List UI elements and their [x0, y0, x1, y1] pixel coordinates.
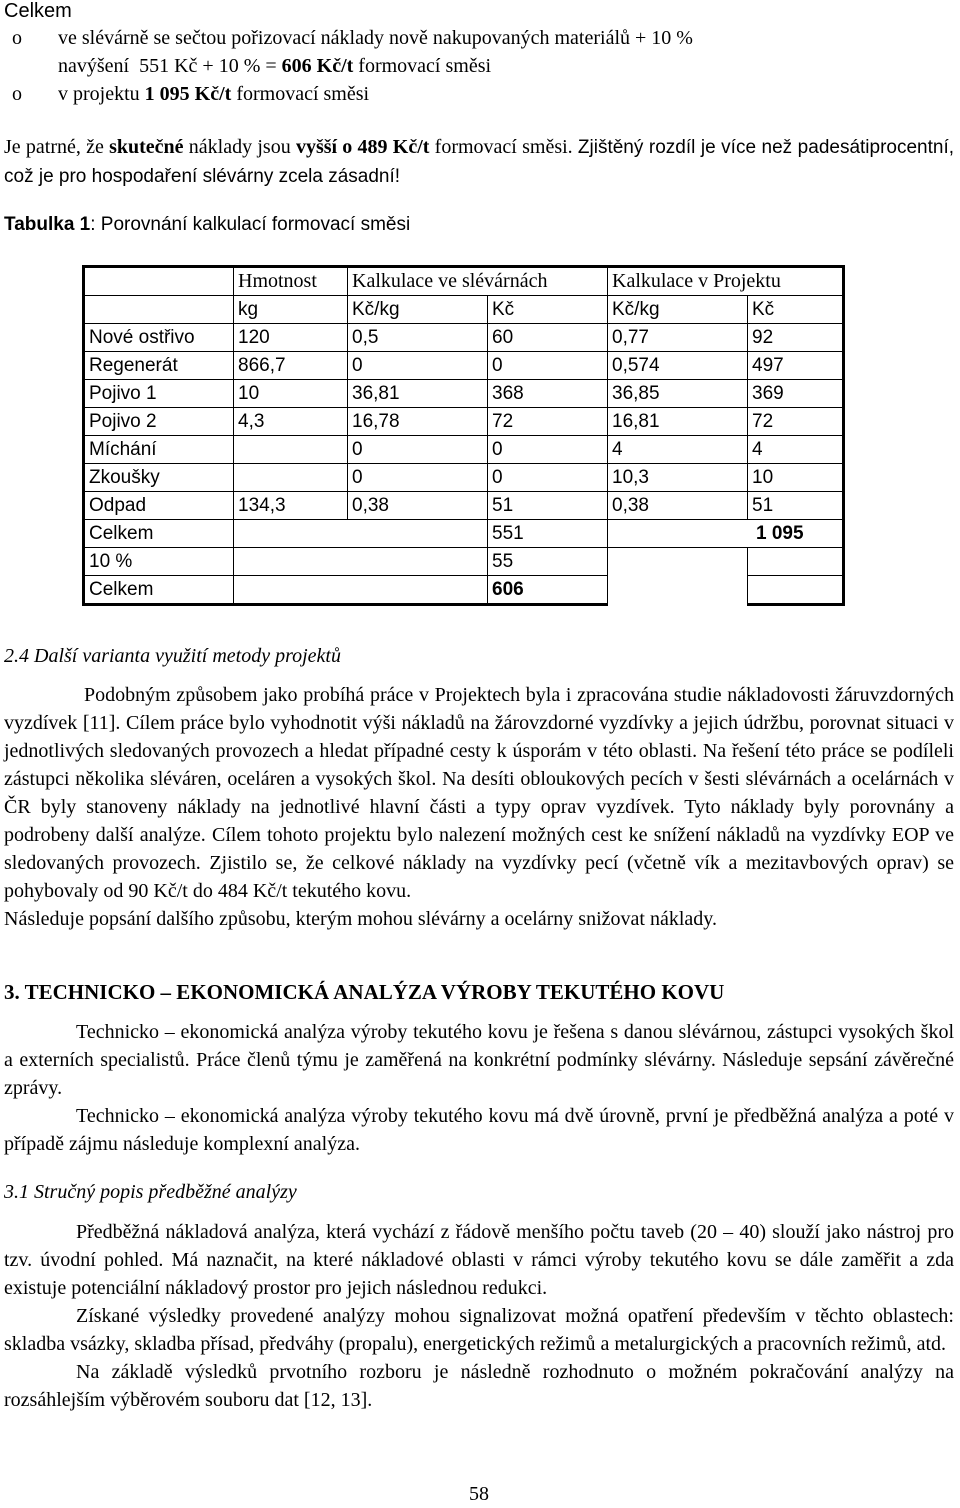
section-heading-2-4: 2.4 Další varianta využití metody projektů	[4, 645, 341, 667]
table-row: Pojivo 1 10 36,81 368 36,85 369	[84, 380, 844, 408]
section-3-paragraphs: Technicko – ekonomická analýza výroby tekutého kovu je řešena s danou slévárnou, zástupci vysokých škol a externích specialistů. Práce členů týmu je zaměřená na konkrétní podmínky slévárny. Následuje sepsání závěrečné zprávy. Technicko – ekonomická analýza výroby tekutého kovu má dvě úrovně, první je předběžná analýza a poté v případě zájmu následuje komplexní analýza.	[4, 1021, 954, 1155]
bold-value: 606 Kč/t	[281, 55, 354, 77]
column-header: Hmotnost	[234, 267, 348, 296]
page-number: 58	[469, 1483, 489, 1505]
intro-paragraph: Je patrné, že skutečné náklady jsou vyšší o 489 Kč/t formovací směsi. Zjištěný rozdíl je více než padesátiprocentní, což je pro hospodaření slévárny zcela zásadní!	[4, 136, 955, 187]
table-row: Nové ostřivo 120 0,5 60 0,77 92	[84, 324, 844, 352]
bullet-mark: o	[12, 83, 22, 105]
table-row: 10 % 55	[84, 548, 844, 576]
section-3-1-paragraphs: Předběžná nákladová analýza, která vychází z řádově menšího počtu taveb (20 – 40) slouží jako nástroj pro tzv. úvodní pohled. Má naznačit, na které nákladové oblasti v rámci výroby tekutého kovu se dále zaměřit a zda existuje potenciální nákladový prostor pro jejich následnou redukci. Získané výsledky provedené analýzy mohou signalizovat možná opatření především v těchto oblastech: skladba vsázky, skladba přísad, předváhy (propalu), energetických režimů a metalurgických a pracovních režimů, atd. Na základě výsledků prvotního rozboru je následně rozhodnuto o možném pokračování analýzy na rozsáhlejším výběrovém souboru dat [12, 13].	[4, 1221, 954, 1411]
column-header: Kalkulace v Projektu	[608, 267, 844, 296]
bullet-list	[12, 24, 942, 108]
top-heading: Celkem	[4, 0, 72, 22]
table-row: Zkoušky 0 0 10,3 10	[84, 464, 844, 492]
list-item: o v projektu 1 095 Kč/t formovací směsi	[12, 80, 942, 108]
table-row: Regenerát 866,7 0 0 0,574 497	[84, 352, 844, 380]
section-heading-3: 3. TECHNICKO – EKONOMICKÁ ANALÝZA VÝROBY TEKUTÉHO KOVU	[4, 980, 725, 1004]
table-row: Odpad 134,3 0,38 51 0,38 51	[84, 492, 844, 520]
table-total-row: Celkem 606	[84, 576, 844, 605]
bold-value: 1 095 Kč/t	[144, 83, 232, 105]
section-heading-3-1: 3.1 Stručný popis předběžné analýzy	[4, 1181, 297, 1203]
table-caption: Tabulka 1: Porovnání kalkulací formovací směsi	[4, 214, 411, 235]
table-row: Míchání 0 0 4 4	[84, 436, 844, 464]
table-header-row	[84, 267, 844, 296]
list-item: o ve slévárně se sečtou pořizovací náklady nově nakupovaných materiálů + 10 % navýšení 551 Kč + 10 % = 606 Kč/t formovací směsi	[12, 24, 942, 80]
table-row: Pojivo 2 4,3 16,78 72 16,81 72	[84, 408, 844, 436]
calculation-table	[82, 265, 845, 606]
bullet-text: ve slévárně se sečtou pořizovací náklady nově nakupovaných materiálů + 10 %	[58, 27, 693, 49]
column-header: Kalkulace ve slévárnách	[348, 267, 608, 296]
table-total-row: Celkem 551 1 095	[84, 520, 844, 548]
bullet-mark: o	[12, 27, 22, 49]
table-unit-row: kg Kč/kg Kč Kč/kg Kč	[84, 296, 844, 324]
section-2-4-paragraph: Podobným způsobem jako probíhá práce v Projektech byla i zpracována studie nákladovosti žáruvzdorných vyzdívek [11]. Cílem práce bylo vyhodnotit výši nákladů na žárovzdorné vyzdívky a jejich údržbu, porovnat situaci v jednotlivých sledovaných provozech a hledat případné cesty k úsporám v této oblasti. Na řešení této práce se podíleli zástupci několika sléváren, oceláren a vysokých škol. Na desíti obloukových pecích v šesti slévárnách a ocelárnách v ČR byly stanoveny náklady na jednotlivé hlavní části a typy oprav vyzdívek. Tyto náklady byly porovnány a podrobeny další analýze. Cílem tohoto projektu bylo nalezení možných cest ke snížení nákladů na vyzdívky EOP ve sledovaných provozech. Zjistilo se, že celkové náklady na vyzdívky pecí (včetně vík a mezitavbových oprav) se pohybovaly od 90 Kč/t do 484 Kč/t tekutého kovu. Následuje popsání dalšího způsobu, kterým mohou slévárny a ocelárny snižovat náklady.	[4, 684, 954, 930]
